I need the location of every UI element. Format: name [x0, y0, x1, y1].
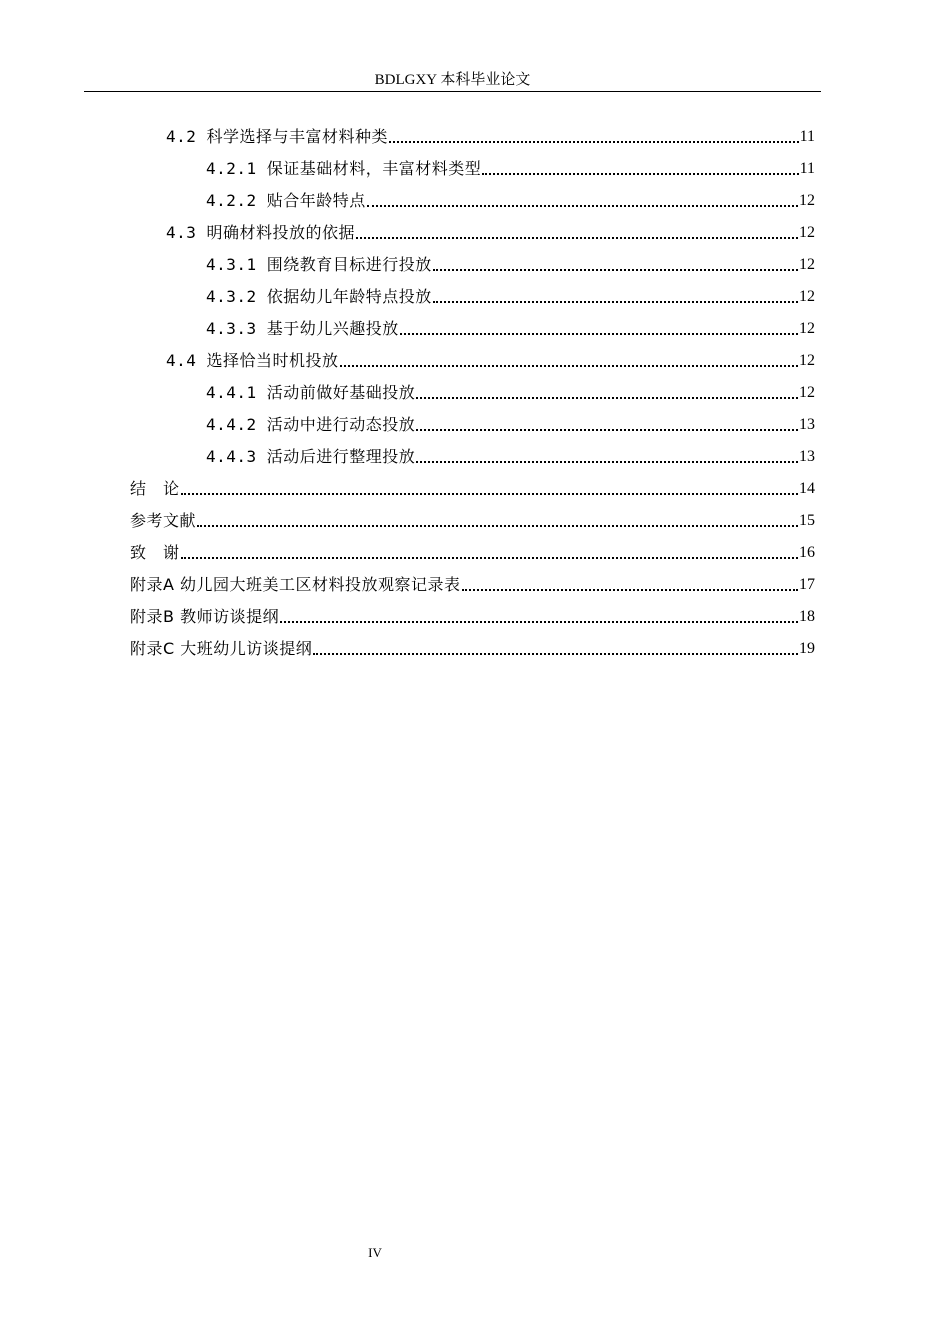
toc-entry-page: 13: [799, 448, 815, 465]
toc-entry-label: 参考文献: [130, 511, 197, 530]
toc-entry-label: 结 论: [130, 479, 180, 498]
toc-entry-label: 4.4.1 活动前做好基础投放: [206, 383, 416, 402]
toc-entry-page: 15: [799, 512, 815, 529]
toc-entry[interactable]: [166, 115, 815, 147]
toc-entry[interactable]: [166, 339, 815, 371]
dot-leader: [433, 297, 798, 303]
toc-entry[interactable]: [130, 467, 815, 499]
dot-leader: [433, 265, 798, 271]
toc-entry-label: 4.3.1 围绕教育目标进行投放: [206, 255, 432, 274]
toc-entry-page: 12: [799, 192, 815, 209]
toc-entry-label: 4.2.2 贴合年龄特点: [206, 191, 366, 210]
toc-entry[interactable]: [206, 371, 815, 403]
toc-entry-label: 4.2 科学选择与丰富材料种类: [166, 127, 389, 146]
toc-entry[interactable]: [130, 531, 815, 563]
toc-entry-label: 附录C 大班幼儿访谈提纲: [130, 639, 313, 658]
toc-entry-label: 4.4 选择恰当时机投放: [166, 351, 339, 370]
header-rule: [84, 91, 821, 92]
toc-entry[interactable]: [206, 179, 815, 211]
toc-entry-page: 13: [799, 416, 815, 433]
dot-leader: [389, 137, 799, 143]
running-header: BDLGXY 本科毕业论文: [374, 72, 531, 88]
toc-entry[interactable]: [206, 435, 815, 467]
toc-entry-page: 18: [799, 608, 815, 625]
dot-leader: [181, 553, 798, 559]
toc-entry-page: 14: [799, 480, 815, 497]
toc-entry[interactable]: [206, 307, 815, 339]
toc-entry[interactable]: [206, 147, 815, 179]
toc-entry-label: 附录B 教师访谈提纲: [130, 607, 280, 626]
toc-entry-label: 4.3.3 基于幼儿兴趣投放: [206, 319, 399, 338]
toc-entry[interactable]: [206, 403, 815, 435]
toc-entry-label: 4.2.1 保证基础材料，丰富材料类型: [206, 159, 482, 178]
dot-leader: [482, 169, 798, 175]
dot-leader: [197, 521, 798, 527]
dot-leader: [367, 201, 798, 207]
toc-entry[interactable]: [206, 243, 815, 275]
toc-entry-page: 12: [799, 224, 815, 241]
dot-leader: [416, 425, 798, 431]
toc-entry-page: 17: [799, 576, 815, 593]
toc-entry-label: 4.3 明确材料投放的依据: [166, 223, 356, 242]
dot-leader: [462, 585, 798, 591]
dot-leader: [416, 393, 798, 399]
toc-entry-page: 12: [799, 384, 815, 401]
dot-leader: [416, 457, 798, 463]
toc-entry[interactable]: [130, 627, 815, 659]
toc-entry-label: 4.3.2 依据幼儿年龄特点投放: [206, 287, 432, 306]
toc-entry-label: 附录A 幼儿园大班美工区材料投放观察记录表: [130, 575, 461, 594]
toc-entry-label: 4.4.3 活动后进行整理投放: [206, 447, 416, 466]
toc-entry-page: 19: [799, 640, 815, 657]
dot-leader: [400, 329, 798, 335]
toc-entry-page: 12: [799, 320, 815, 337]
toc-entry[interactable]: [130, 595, 815, 627]
toc-entry-page: 11: [799, 128, 815, 145]
toc-entry-page: 11: [799, 160, 815, 177]
toc-entry[interactable]: [166, 211, 815, 243]
dot-leader: [280, 617, 798, 623]
dot-leader: [181, 489, 798, 495]
toc-entry-label: 4.4.2 活动中进行动态投放: [206, 415, 416, 434]
toc-entry[interactable]: [206, 275, 815, 307]
toc-entry[interactable]: [130, 499, 815, 531]
dot-leader: [340, 361, 798, 367]
dot-leader: [313, 649, 798, 655]
toc-entry-page: 12: [799, 256, 815, 273]
page-number: IV: [368, 1245, 382, 1260]
toc-entry[interactable]: [130, 563, 815, 595]
toc-entry-label: 致 谢: [130, 543, 180, 562]
dot-leader: [356, 233, 798, 239]
toc-entry-page: 12: [799, 288, 815, 305]
toc-entry-page: 16: [799, 544, 815, 561]
toc-entry-page: 12: [799, 352, 815, 369]
